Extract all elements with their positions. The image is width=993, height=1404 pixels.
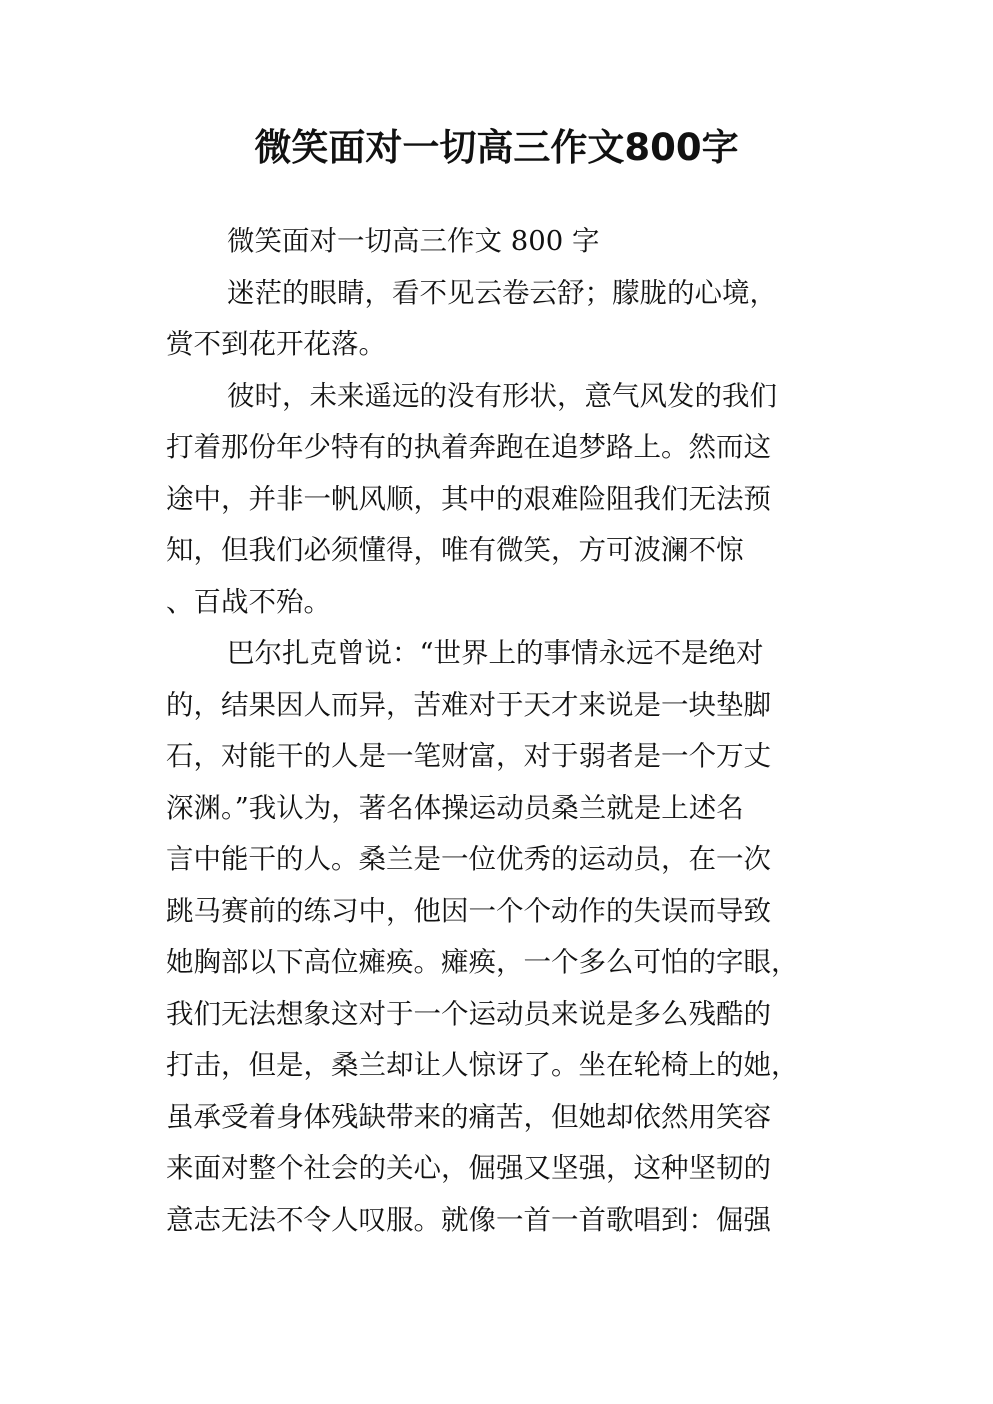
essay-body (166, 216, 831, 1246)
essay-line: 赏不到花开花落。 (166, 328, 386, 360)
essay-line: 深渊。”我认为，著名体操运动员桑兰就是上述名 (166, 791, 744, 824)
essay-line: 石，对能干的人是一笔财富，对于弱者是一个万丈 (166, 740, 771, 772)
essay-line: 跳马赛前的练习中，他因一个个动作的失误而导致 (166, 894, 771, 927)
essay-line: 言中能干的人。桑兰是一位优秀的运动员，在一次 (166, 843, 771, 875)
essay-line: 知，但我们必须懂得，唯有微笑，方可波澜不惊 (166, 534, 744, 566)
essay-line: 的，结果因人而异，苦难对于天才来说是一块垫脚 (166, 688, 771, 721)
page-title: 微笑面对一切高三作文800字 (254, 126, 739, 169)
essay-line: 她胸部以下高位瘫痪。瘫痪，一个多么可怕的字眼， (166, 946, 799, 978)
essay-line: 打击，但是，桑兰却让人惊讶了。坐在轮椅上的她， (166, 1049, 799, 1081)
essay-subtitle-line: 微笑面对一切高三作文 800 字 (227, 225, 600, 257)
essay-line: 虽承受着身体残缺带来的痛苦，但她却依然用笑容 (166, 1100, 771, 1133)
essay-line: 、百战不殆。 (166, 585, 331, 618)
essay-line: 意志无法不令人叹服。就像一首一首歌唱到：倔强 (166, 1203, 771, 1236)
essay-line: 打着那份年少特有的执着奔跑在追梦路上。然而这 (166, 431, 771, 463)
essay-line: 巴尔扎克曾说：“世界上的事情永远不是绝对 (227, 637, 764, 669)
essay-line: 彼时，未来遥远的没有形状，意气风发的我们 (227, 379, 777, 412)
essay-line: 我们无法想象这对于一个运动员来说是多么残酷的 (166, 997, 771, 1030)
essay-line: 途中，并非一帆风顺，其中的艰难险阻我们无法预 (166, 482, 771, 515)
essay-line: 来面对整个社会的关心，倔强又坚强，这种坚韧的 (166, 1152, 771, 1184)
essay-line: 迷茫的眼睛，看不见云卷云舒；朦胧的心境， (227, 276, 777, 309)
